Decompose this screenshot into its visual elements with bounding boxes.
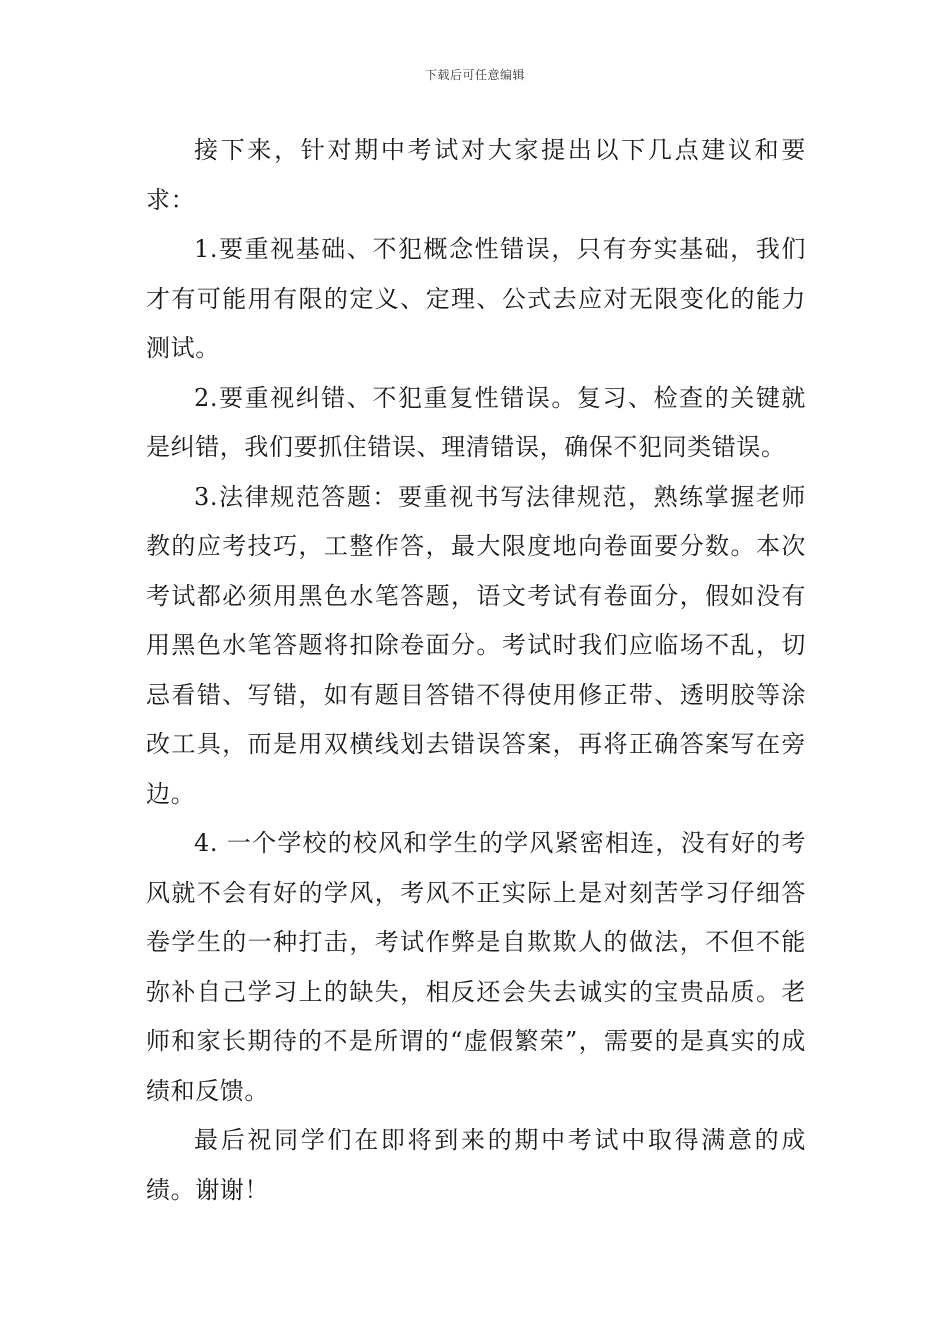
paragraph-point-2: 2.要重视纠错、不犯重复性错误。复习、检查的关键就是纠错，我们要抓住错误、理清错误，确保不犯同类错误。 (146, 383, 806, 461)
paragraph-point-1: 1.要重视基础、不犯概念性错误，只有夯实基础，我们才有可能用有限的定义、定理、公式去应对无限变化的能力测试。 (146, 235, 806, 362)
paragraph-point-4: 4. 一个学校的校风和学生的学风紧密相连，没有好的考风就不会有好的学风，考风不正实际上是对刻苦学习仔细答卷学生的一种打击，考试作弊是自欺欺人的做法，不但不能弥补自己学习上的缺失，相反还会失去诚实的宝贵品质。老师和家长期待的不是所谓的“虚假繁荣”，需要的是真实的成绩和反馈。 (146, 829, 806, 1105)
header-note: 下载后可任意编辑 (424, 68, 525, 82)
paragraph-point-3: 3.法律规范答题：要重视书写法律规范，熟练掌握老师教的应考技巧，工整作答，最大限度地向卷面要分数。本次考试都必须用黑色水笔答题，语文考试有卷面分，假如没有用黑色水笔答题将扣除卷面分。考试时我们应临场不乱，切忌看错、写错，如有题目答错不得使用修正带、透明胶等涂改工具，而是用双横线划去错误答案，再将正确答案写在旁边。 (146, 482, 806, 808)
document-body (146, 126, 806, 1215)
paragraph-closing: 最后祝同学们在即将到来的期中考试中取得满意的成绩。谢谢！ (146, 1126, 806, 1204)
paragraph-intro: 接下来，针对期中考试对大家提出以下几点建议和要求： (146, 136, 806, 214)
